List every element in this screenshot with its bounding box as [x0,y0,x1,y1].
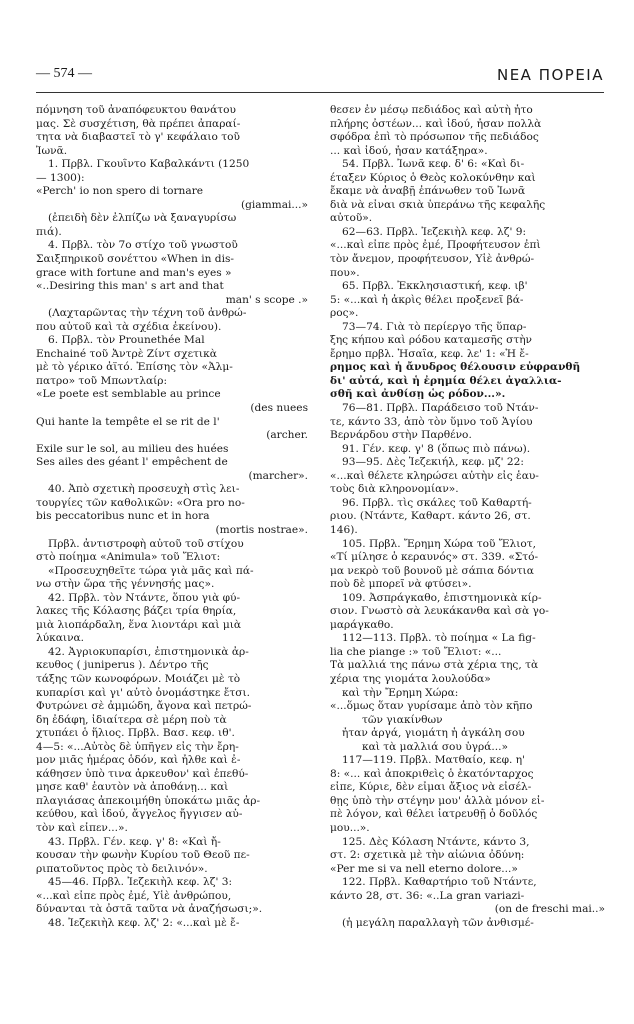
text-line: ... καὶ ἰδού, ἦσαν κατάξηρα». [330,144,488,157]
text-line: (Λαχταρῶντας τὴν τέχνη τοῦ ἀνθρώ- [48,307,247,320]
text-line: 65. Πρβλ. Ἐκκλησιαστική, κεφ. ιβ' [342,280,528,293]
text-line: δι' αὐτά, καὶ ἡ ἐρημία θέλει ἀγαλλια- [330,374,562,387]
text-line: 48. Ἰεζεκιὴλ κεφ. λζ' 2: «...καὶ μὲ ἔ- [48,916,240,929]
text-line: «...καὶ εἶπε πρὸς ἐμέ, Υἱὲ ἀνθρώπου, [36,889,232,902]
text-line: man' s scope .» [225,293,308,306]
text-line: έταξεν Κύριος ὁ Θεὸς κολοκύνθην καὶ [330,171,536,184]
header-rule [36,92,604,93]
text-line: στὸ ποίημα «Animula» τοῦ Ἔλιοτ: [36,551,221,564]
text-line: ριου. (Ντάντε, Καθαρτ. κάντο 26, στ. [330,510,531,523]
text-line: ἔκαμε νὰ ἀναβῇ ἐπάνωθεν τοῦ Ἰωνᾶ [330,185,526,198]
text-line: lia che piange :» τοῦ Ἔλιοτ: «... [330,645,502,658]
text-line: bis peccatoribus nunc et in hora [36,510,210,523]
text-line: χτυπάει ὁ ἥλιος. Πρβλ. Βασ. κεφ. ιθ'. [36,727,235,740]
text-line: 112—113. Πρβλ. τὸ ποίημα « La fig- [342,632,536,645]
text-line: 40. Ἀπὸ σχετικὴ προσευχὴ στὶς λει- [48,483,240,496]
text-line: 93—95. Δὲς Ἰεζεκιήλ, κεφ. μζ' 22: [342,456,524,469]
text-line: — 1300): [36,171,85,184]
text-line: «Perch' io non spero di tornare [36,185,204,198]
text-line: (archer. [266,429,308,442]
text-line: κευθος ( juniperus ). Δέντρο τῆς [36,659,209,672]
text-line: «...ὅμως ὅταν γυρίσαμε ἀπὸ τὸν κῆπο [330,700,533,713]
right-column [330,104,605,930]
page-header [36,66,604,88]
text-line: στ. 2: σχετικὰ μὲ τὴν αἰώνια ὀδύνη: [330,849,525,862]
text-line: ἦταν ἀργά, γιομάτη ἡ ἀγκάλη σου [342,727,525,740]
text-line: τὸν καὶ εἶπεν...». [36,821,128,834]
text-line: μιὰ λιοπάρδαλη, ἕνα λιοντάρι καὶ μιὰ [36,618,242,631]
text-line: διὰ νὰ εἶναι σκιὰ ὑπεράνω τῆς κεφαλῆς [330,198,546,211]
text-line: 42. Ἀγριοκυπαρίσι, ἐπιστημονικὰ ἀρ- [48,645,249,658]
text-line: Ses ailes des géant l' empêchent de [36,456,228,469]
text-line: ρημος καὶ ἡ ἄνυδρος θέλουσιν εὐφρανθῆ [330,361,581,374]
text-line: 42. Πρβλ. τὸν Ντάντε, ὅπου γιὰ φύ- [48,591,241,604]
text-line: «Προσευχηθεῖτε τώρα γιὰ μᾶς καὶ πά- [48,564,254,577]
text-line: πλήρης ὀστέων... καὶ ἰδού, ἦσαν πολλὰ [330,117,542,130]
text-line: Enchainé τοῦ Ἀντρὲ Ζίντ σχετικὰ [36,347,217,360]
text-line: λακες τῆς Κόλασης βάζει τρία θηρία, [36,605,237,618]
text-line: νω στὴν ὥρα τῆς γέννησής μας». [36,578,215,591]
text-line: (ἐπειδὴ δὲν ἐλπίζω νὰ ξαναγυρίσω [48,212,237,225]
text-line: 5: «...καὶ ἡ ἀκρὶς θέλει προξενεῖ βά- [330,293,524,306]
text-line: 43. Πρβλ. Γέν. κεφ. γ' 8: «Καὶ ἤ- [48,835,221,848]
text-line: 96. Πρβλ. τὶς σκάλες τοῦ Καθαρτή- [342,496,532,509]
text-line: μησε καθ' ἑαυτὸν νὰ ἀποθάνῃ... καὶ [36,781,229,794]
text-line: Τὰ μαλλιά της πάνω στὰ χέρια της, τὰ [330,659,539,672]
text-line: Qui hante la tempête el se rit de l' [36,415,220,428]
text-line: που». [330,266,360,279]
text-line: μον μιᾶς ἡμέρας ὁδόν, καὶ ἦλθε καὶ ἐ- [36,754,241,767]
text-line: ριπατοῦντος πρὸς τὸ δειλινόν». [36,862,208,875]
text-line: (mortis nostrae». [215,523,308,536]
text-line: τουργίες τῶν καθολικῶν: «Ora pro no- [36,496,245,509]
text-line: 76—81. Πρβλ. Παράδεισο τοῦ Ντάν- [342,402,539,415]
running-title: ΝΕΑ ΠΟΡΕΙΑ [496,66,604,84]
text-line: πὲ λόγον, καὶ θέλει ἰατρευθῇ ὁ δοῦλός [330,808,538,821]
text-line: ἔρημο πρβλ. Ἠσαΐα, κεφ. λε' 1: «Ἡ ἔ- [330,347,529,360]
left-column [36,104,308,930]
text-line: ποὺ δὲ μπορεῖ νὰ φτύσει». [330,578,472,591]
text-line: «Le poete est semblable au prince [36,388,221,401]
text-line: (marcher». [248,469,308,482]
text-line: πιά). [36,225,62,238]
text-line: σφόδρα ἐπὶ τὸ πρόσωπον τῆς πεδιάδος [330,131,539,144]
text-line: μὲ τὸ γέρικο ἀϊτό. Ἐπίσης τὸν «Ἀλμ- [36,361,233,374]
text-line: κουσαν τὴν φωνὴν Κυρίου τοῦ Θεοῦ πε- [36,849,250,862]
text-line: Σαιξπηρικοῦ σονέττου «When in dis- [36,253,234,266]
text-line: 8: «... καὶ ἀποκριθεὶς ὁ ἑκατόνταρχος [330,767,534,780]
text-line: κάθησεν ὑπὸ τινα ἀρκευθον' καὶ ἐπεθύ- [36,767,249,780]
text-line: πόμνηση τοῦ ἀναπόφευκτου θανάτου [36,104,236,116]
text-line: (ἡ μεγάλη παραλλαγὴ τῶν ἀνθισμέ- [342,916,534,929]
text-line: 125. Δὲς Κόλαση Ντάντε, κάντο 3, [342,835,530,848]
text-line: 4—5: «...Αὐτὸς δὲ ὑπῆγεν εἰς τὴν ἔρη- [36,740,239,753]
text-line: 109. Ἀσπράγκαθο, ἐπιστημονικὰ κίρ- [342,591,542,604]
text-line: «..Desiring this man' s art and that [36,280,224,293]
text-line: (on de freschi mai..» [494,903,605,916]
text-line: δύνανται τὰ ὀστᾶ ταῦτα νὰ ἀναζήσωσι;». [36,903,263,916]
text-line: τῶν γιακίνθων [362,713,443,726]
text-line: θεσεν ἐν μέσῳ πεδιάδος καὶ αὐτὴ ἦτο [330,104,533,116]
text-line: «...καὶ θέλετε κληρώσει αὐτὴν εἰς ἑαυ- [330,469,539,482]
text-line: 45—46. Πρβλ. Ἰεζεκιὴλ κεφ. λζ' 3: [48,876,233,889]
text-line: χέρια της γιομάτα λουλούδα» [330,672,491,685]
text-line: μα νεκρὸ τοῦ βουνοῦ μὲ σάπια δόντια [330,564,534,577]
text-line: ξης κήπου καὶ ρόδου καταμεσῆς στὴν [330,334,532,347]
text-line: μας. Σὲ συσχέτιση, θὰ πρέπει ἀπαραί- [36,117,241,130]
text-line: κυπαρίσι καὶ γι' αὐτὸ ὀνομάστηκε ἔτσι. [36,686,251,699]
text-line: σθῆ καὶ ἀνθίσῃ ὡς ρόδον...». [330,388,506,401]
text-line: μαράγκαθο. [330,618,394,631]
text-line: τοὺς διὰ κληρονομίαν». [330,483,459,496]
text-line: (des nuees [250,402,308,415]
text-line: κεύθου, καὶ ἰδού, ἄγγελος ἤγγισεν αὐ- [36,808,243,821]
text-line: 6. Πρβλ. τὸν Prounethée Mal [48,334,205,347]
text-line: θῃς ὑπὸ τὴν στέγην μου' ἀλλὰ μόνον εἰ- [330,794,545,807]
text-line: Ἰωνᾶ. [36,144,68,157]
text-line: αὐτοῦ». [330,212,373,225]
text-line: Βερνάρδου στὴν Παρθένο. [330,429,472,442]
text-line: 146). [330,523,358,536]
text-line: grace with fortune and man's eyes » [36,266,232,279]
text-line: μου...». [330,821,370,834]
text-line: τε, κάντο 33, ἀπὸ τὸν ὕμνο τοῦ Ἁγίου [330,415,533,428]
text-line: τητα νὰ διαβαστεῖ τὸ γ' κεφάλαιο τοῦ [36,131,240,144]
text-line: πατρο» τοῦ Μπωντλαίρ: [36,374,168,387]
text-line: τάξης τῶν κωνοφόρων. Μοιάζει μὲ τὸ [36,672,241,685]
text-line: 122. Πρβλ. Καθαρτήριο τοῦ Ντάντε, [342,876,537,889]
text-line: που αὐτοῦ καὶ τὰ σχέδια ἐκείνου). [36,320,222,333]
text-line: κάντο 28, στ. 36: «..La gran variazi- [330,889,525,902]
text-line: πλαγιάσας ἀπεκοιμήθη ὑποκάτω μιᾶς ἀρ- [36,794,261,807]
page-number: — 574 — [36,66,92,81]
text-line: «Τί μίλησε ὁ κεραυνός» στ. 339. «Στό- [330,551,539,564]
text-line: 117—119. Πρβλ. Ματθαίο, κεφ. η' [342,754,525,767]
text-line: σιον. Γνωστὸ σὰ λευκάκανθα καὶ σὰ γο- [330,605,549,618]
text-line: 1. Πρβλ. Γκουΐντο Καβαλκάντι (1250 [48,158,250,171]
text-line: λύκαινα. [36,632,85,645]
text-line: 73—74. Γιὰ τὸ περίεργο τῆς ὕπαρ- [342,320,527,333]
text-line: 4. Πρβλ. τὸν 7ο στίχο τοῦ γνωστοῦ [48,239,238,252]
text-line: Φυτρώνει σὲ ἀμμώδη, ἄγονα καὶ πετρώ- [36,700,252,713]
text-line: «Per me si va nell eterno dolore...» [330,862,518,875]
text-line: τὸν ἄνεμον, προφήτευσον, Υἱὲ ἀνθρώ- [330,253,535,266]
text-line: ρος». [330,307,359,320]
text-line: 105. Πρβλ. Ἔρημη Χώρα τοῦ Ἔλιοτ, [342,537,536,550]
text-line: Exile sur le sol, au milieu des huées [36,442,229,455]
text-line: καὶ τὴν Ἔρημη Χώρα: [342,686,459,699]
text-line: 91. Γέν. κεφ. γ' 8 (ὅπως πιὸ πάνω). [342,442,531,455]
text-line: καὶ τὰ μαλλιά σου ὑγρά...» [362,740,508,753]
text-line: δη ἐδάφη, ἰδιαίτερα σὲ μέρη ποὺ τὰ [36,713,227,726]
text-line: εἶπε, Κύριε, δὲν εἶμαι ἄξιος νὰ εἰσέλ- [330,781,532,794]
text-line: 62—63. Πρβλ. Ἰεζεκιὴλ κεφ. λζ' 9: [342,225,527,238]
text-line: (giammai...» [241,198,308,211]
text-line: 54. Πρβλ. Ἰωνᾶ κεφ. δ' 6: «Καὶ δι- [342,158,525,171]
text-line: «...καὶ εἶπε πρὸς ἐμέ, Προφήτευσον ἐπὶ [330,239,541,252]
text-line: Πρβλ. ἀντιστροφὴ αὐτοῦ τοῦ στίχου [48,537,244,550]
